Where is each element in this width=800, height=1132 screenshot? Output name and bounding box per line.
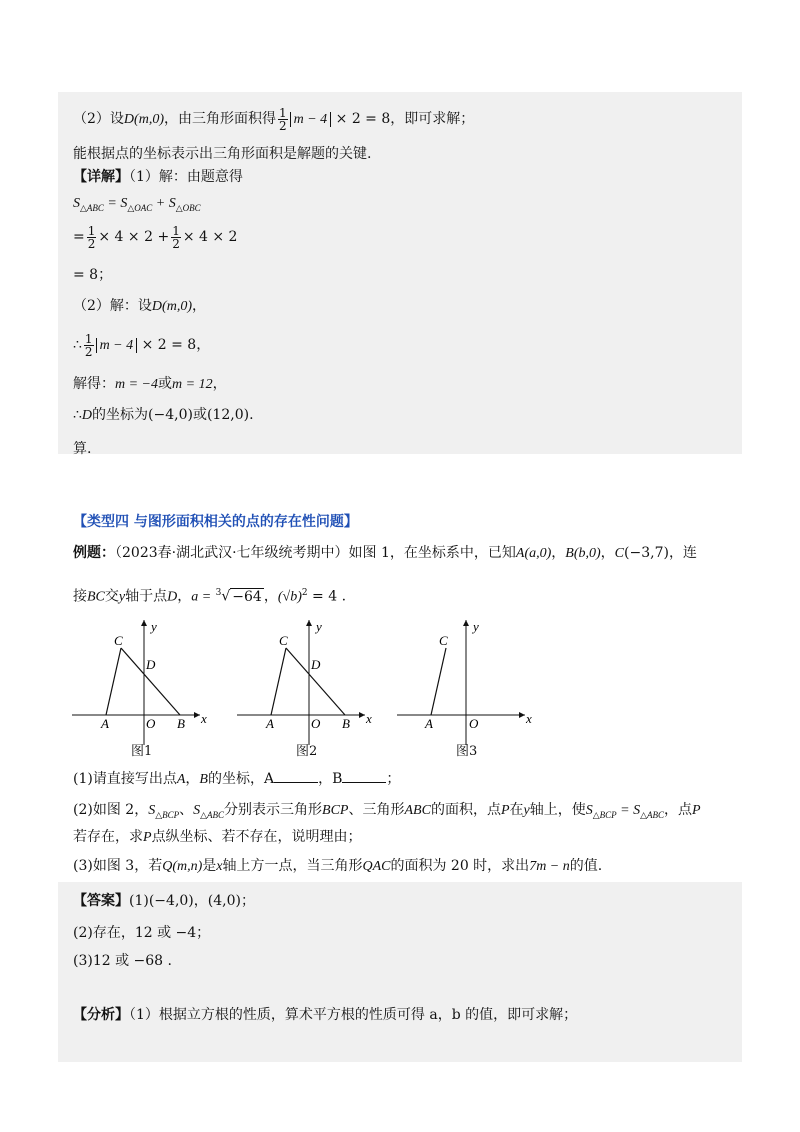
section-heading: 【类型四 与图形面积相关的点的存在性问题】 [73, 514, 358, 530]
analysis-line-2: （2）设D(m,0)，由三角形面积得 $\frac{1}{2}$ m − 4 × 2 = 8，即可求解； [73, 105, 475, 133]
part2-equation: ∴ $\frac{1}{2}$ m − 4 × 2 = 8， [73, 331, 211, 359]
question-2-line-1: (2)如图 2，$S_{\triangle BCP}$、$S_{\triangle ABC}$分别表示三角形BCP、三角形ABC的面积，点P在y轴上，使$S_{\triangle BCP} = S_{\triangle ABC}$，点P [73, 802, 701, 820]
part2-solution: 解得：m = −4或m = 12， [73, 376, 227, 392]
fig2-label-B: B [342, 716, 350, 731]
analysis-line: 【分析】（1）根据立方根的性质，算术平方根的性质可得 a，b 的值，即可求解； [73, 1007, 578, 1023]
figure-2 [237, 619, 372, 745]
example-line-2: 接BC交y轴于点D，a = $^3$√ −64 ，$(√b)^2 = 4$ . [73, 588, 347, 605]
fig1-label-B: B [177, 716, 185, 731]
area-calc-equation: = $\frac{1}{2}$ × 4 × 2 + $\frac{1}{2}$ × 4 × 2 [73, 223, 238, 251]
fig1-label-x: x [201, 711, 207, 726]
fig1-label-C: C [114, 633, 123, 648]
fig2-label-O: O [311, 716, 321, 731]
fig1-label-D: D [146, 657, 156, 672]
example-line-1: 例题：（2023春·湖北武汉·七年级统考期中）如图 1，在坐标系中，已知A(a,0)，B(b,0)，C(−3,7)，连 [73, 545, 697, 561]
fig1-label-O: O [146, 716, 156, 731]
question-1: (1)请直接写出点A，B的坐标，A ，B ； [73, 771, 401, 787]
part2-conclusion: ∴D的坐标为(−4,0)或(12,0). [73, 407, 254, 423]
detail-heading: 【详解】（1）解：由题意得 [73, 169, 243, 185]
fig3-label-A: A [425, 716, 433, 731]
answer-blank-A[interactable] [274, 770, 318, 783]
question-3: (3)如图 3，若Q(m,n)是x轴上方一点，当三角形QAC的面积为 20 时，求出7m − n的值. [73, 858, 603, 874]
part2-setup: （2）解：设D(m,0)， [73, 298, 206, 314]
area-result: = 8； [73, 267, 113, 283]
answer-blank-B[interactable] [342, 770, 386, 783]
figure-1 [72, 619, 207, 745]
fig3-label-C: C [439, 633, 448, 648]
fig3-label-O: O [469, 716, 479, 731]
key-point-text: 能根据点的坐标表示出三角形面积是解题的关键. [73, 146, 372, 162]
figure-3 [397, 619, 532, 745]
fig1-label-A: A [101, 716, 109, 731]
fig2-label-y: y [316, 619, 322, 634]
figure-1-caption: 图1 [131, 744, 153, 759]
question-2-line-2: 若存在，求P点纵坐标、若不存在，说明理由； [73, 829, 362, 845]
figure-3-caption: 图3 [456, 744, 478, 759]
area-sum-equation: $S_{\triangle ABC} = S_{\triangle OAC} + S_{\triangle OBC}$ [73, 196, 201, 213]
fig2-label-D: D [311, 657, 321, 672]
fig3-label-x: x [526, 711, 532, 726]
answer-line-1: 【答案】(1)(−4,0)，(4,0)； [73, 893, 255, 909]
answer-line-2: (2)存在，12 或 −4； [73, 925, 211, 941]
trailing-text: 算. [73, 441, 92, 457]
fig1-label-y: y [151, 619, 157, 634]
answer-line-3: (3)12 或 −68 . [73, 953, 172, 969]
fig3-label-y: y [473, 619, 479, 634]
figures-svg [0, 615, 800, 755]
fig2-label-C: C [279, 633, 288, 648]
fig2-label-x: x [366, 711, 372, 726]
fig2-label-A: A [266, 716, 274, 731]
figure-2-caption: 图2 [296, 744, 318, 759]
